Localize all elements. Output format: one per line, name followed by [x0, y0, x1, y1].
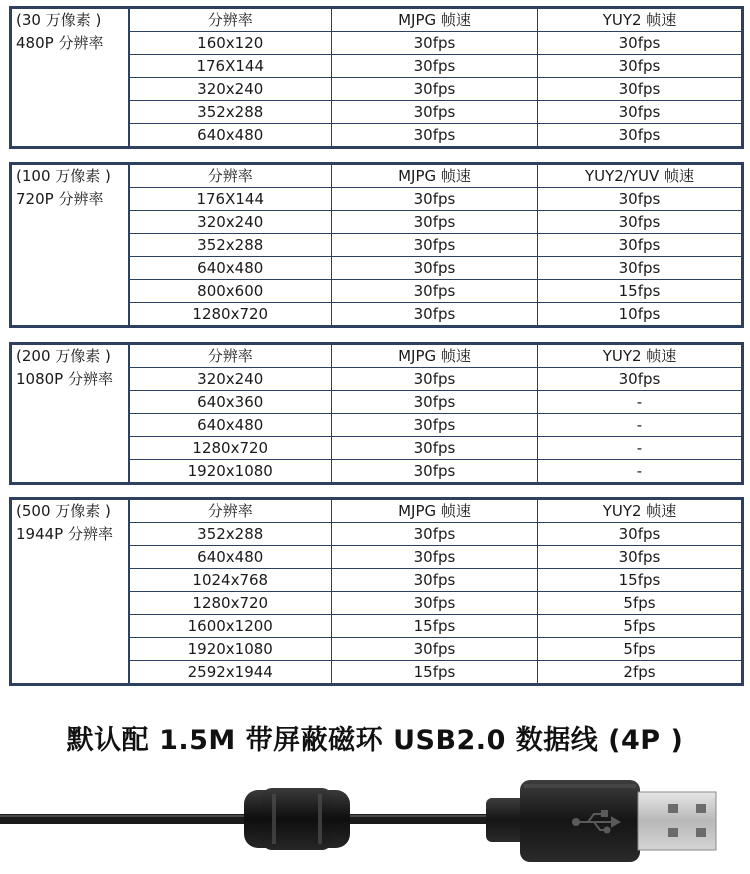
- cell-mjpg: 30fps: [332, 460, 538, 484]
- cell-yuy2: 30fps: [618, 126, 661, 144]
- cell-yuy2: 5fps: [538, 638, 743, 661]
- cell-resolution: 160x120: [129, 32, 332, 55]
- cell-mjpg: 30fps: [332, 368, 538, 391]
- cell-resolution: 352x288: [129, 234, 332, 257]
- table-header-row: [11, 344, 743, 368]
- megapixel-label: (100 万像素 ): [16, 167, 111, 185]
- cell-resolution: 2592x1944: [129, 661, 332, 685]
- cell-resolution: 1600x1200: [129, 615, 332, 638]
- resolution-class-label: 720P 分辨率: [16, 190, 104, 208]
- header-resolution: 分辨率: [129, 499, 332, 523]
- spec-table-1944p: [9, 497, 744, 686]
- cell-resolution: 640x480: [129, 257, 332, 280]
- cell-yuy2: 15fps: [538, 280, 743, 303]
- header-mjpg: MJPG 帧速: [332, 344, 538, 368]
- megapixel-label: (500 万像素 ): [16, 502, 111, 520]
- cell-mjpg: 30fps: [332, 391, 538, 414]
- cell-resolution: 640x480: [129, 124, 332, 148]
- cell-resolution: 352x288: [129, 523, 332, 546]
- usb-a-connector: [638, 792, 716, 850]
- header-yuy2: YUY2/YUV 帧速: [538, 164, 743, 188]
- cell-resolution: 640x480: [129, 546, 332, 569]
- spec-table-480p: [9, 6, 744, 149]
- header-yuy2: YUY2 帧速: [538, 499, 743, 523]
- megapixel-label: (200 万像素 ): [16, 347, 111, 365]
- ferrite-core: [244, 788, 350, 850]
- header-mjpg: MJPG 帧速: [332, 164, 538, 188]
- cell-yuy2: 30fps: [538, 368, 743, 391]
- cell-mjpg: 30fps: [332, 78, 538, 101]
- cell-mjpg: 30fps: [332, 303, 538, 327]
- cell-resolution: 800x600: [129, 280, 332, 303]
- header-resolution: 分辨率: [129, 8, 332, 32]
- megapixel-label: (30 万像素 ): [16, 11, 102, 29]
- header-mjpg: MJPG 帧速: [332, 8, 538, 32]
- table-label: [11, 164, 129, 327]
- cell-yuy2: 5fps: [538, 615, 743, 638]
- header-yuy2: YUY2 帧速: [538, 344, 743, 368]
- cell-yuy2: 30fps: [538, 78, 743, 101]
- spec-table-1080p: [9, 342, 744, 485]
- cell-yuy2: -: [538, 437, 743, 460]
- cell-resolution: 1024x768: [129, 569, 332, 592]
- cell-yuy2: 5fps: [538, 592, 743, 615]
- cell-yuy2: -: [636, 462, 643, 480]
- cell-mjpg: 30fps: [332, 569, 538, 592]
- cell-mjpg: 30fps: [332, 234, 538, 257]
- usb-cable-icon: [0, 770, 750, 874]
- cell-mjpg: 30fps: [332, 124, 538, 148]
- cell-mjpg: 30fps: [332, 55, 538, 78]
- cell-mjpg: 30fps: [332, 414, 538, 437]
- cell-mjpg: 30fps: [332, 211, 538, 234]
- cell-yuy2: 30fps: [538, 32, 743, 55]
- cell-yuy2: 15fps: [538, 569, 743, 592]
- cell-resolution: 1280x720: [129, 303, 332, 327]
- header-mjpg: MJPG 帧速: [332, 499, 538, 523]
- resolution-class-label: 1944P 分辨率: [16, 525, 113, 543]
- cell-mjpg: 30fps: [332, 437, 538, 460]
- cell-yuy2: 30fps: [538, 55, 743, 78]
- cable-caption: 默认配 1.5M 带屏蔽磁环 USB2.0 数据线 (4P ): [66, 725, 684, 756]
- cell-resolution: 640x480: [129, 414, 332, 437]
- cell-resolution: 640x360: [129, 391, 332, 414]
- cell-resolution: 320x240: [129, 78, 332, 101]
- cell-yuy2: 30fps: [538, 234, 743, 257]
- resolution-class-label: 1080P 分辨率: [16, 370, 113, 388]
- cell-mjpg: 30fps: [332, 101, 538, 124]
- cell-resolution: 1920x1080: [129, 460, 332, 484]
- cell-yuy2: 30fps: [538, 188, 743, 211]
- table-label: [11, 499, 129, 685]
- cell-yuy2: 30fps: [538, 101, 743, 124]
- cell-mjpg: 30fps: [332, 188, 538, 211]
- cell-mjpg: 30fps: [332, 257, 538, 280]
- cell-resolution: 352x288: [129, 101, 332, 124]
- cell-yuy2: 30fps: [538, 257, 743, 280]
- cell-yuy2: 10fps: [618, 305, 661, 323]
- header-resolution: 分辨率: [129, 164, 332, 188]
- cell-mjpg: 15fps: [332, 615, 538, 638]
- usb-plug-body: [486, 780, 640, 862]
- cell-resolution: 320x240: [129, 211, 332, 234]
- spec-table-720p: [9, 162, 744, 328]
- cell-resolution: 1280x720: [129, 437, 332, 460]
- cell-yuy2: 30fps: [538, 523, 743, 546]
- cell-yuy2: 30fps: [538, 546, 743, 569]
- cell-yuy2: -: [538, 391, 743, 414]
- header-resolution: 分辨率: [129, 344, 332, 368]
- table-header-row: [11, 499, 743, 523]
- resolution-class-label: 480P 分辨率: [16, 34, 104, 52]
- cell-mjpg: 30fps: [332, 523, 538, 546]
- cell-mjpg: 30fps: [332, 638, 538, 661]
- cell-mjpg: 30fps: [332, 32, 538, 55]
- cell-yuy2: 30fps: [538, 211, 743, 234]
- cell-mjpg: 30fps: [332, 592, 538, 615]
- cell-resolution: 176X144: [129, 55, 332, 78]
- header-yuy2: YUY2 帧速: [538, 8, 743, 32]
- cell-resolution: 1280x720: [129, 592, 332, 615]
- table-label: [11, 8, 129, 148]
- table-header-row: [11, 8, 743, 32]
- cell-resolution: 1920x1080: [129, 638, 332, 661]
- cell-yuy2: 2fps: [623, 663, 656, 681]
- cell-resolution: 320x240: [129, 368, 332, 391]
- cell-resolution: 176X144: [129, 188, 332, 211]
- table-header-row: [11, 164, 743, 188]
- cell-yuy2: -: [538, 414, 743, 437]
- cell-mjpg: 30fps: [332, 546, 538, 569]
- cell-mjpg: 15fps: [332, 661, 538, 685]
- cell-mjpg: 30fps: [332, 280, 538, 303]
- table-label: [11, 344, 129, 484]
